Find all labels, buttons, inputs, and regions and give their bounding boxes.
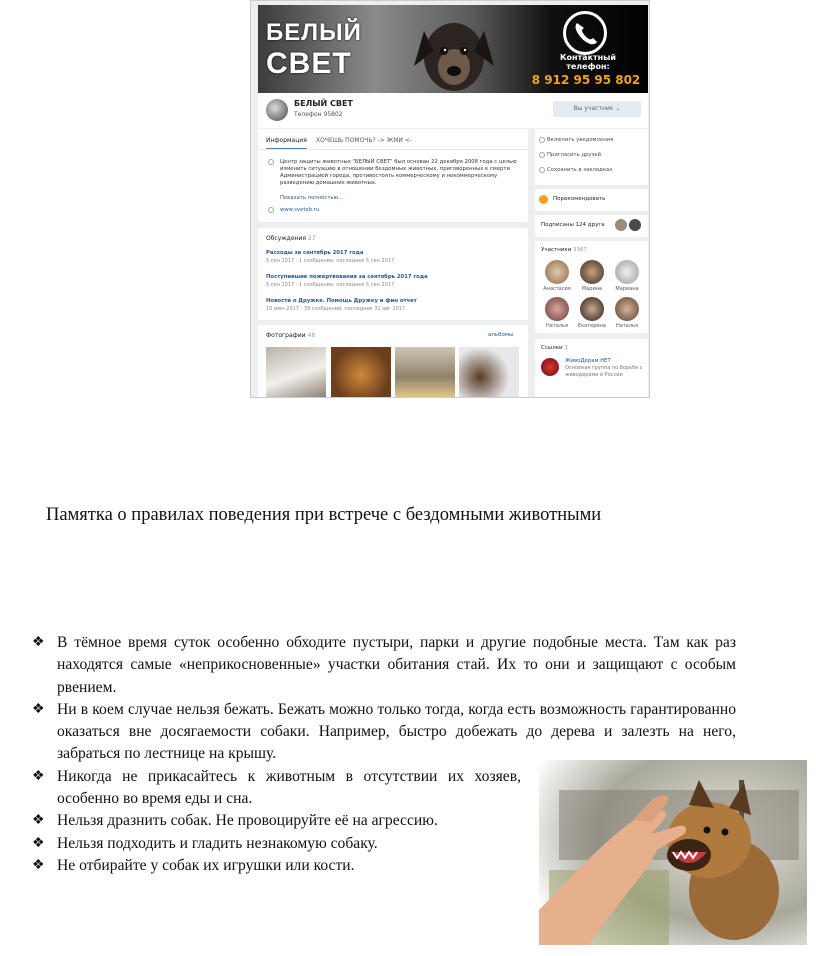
- group-description: Центр защиты животных "БЕЛЫЙ СВЕТ" был основан 22 декабря 2008 года с целью изменить ситуацию в отношении бездомных животных, приговоренных к смерти Администрацией города, противостоять коммерческому и некоммерческому разведению домашних животных.: [280, 159, 517, 186]
- albums-link[interactable]: альбомы: [488, 332, 514, 338]
- discussion-meta: 5 сен 2017 · 1 сообщение, последнее 5 сен 2017: [266, 258, 395, 264]
- recommend-button[interactable]: Порекомендовать: [553, 196, 606, 202]
- list-item: [30, 699, 736, 766]
- group-status: Телефон 95802: [294, 111, 343, 118]
- member-avatar[interactable]: [580, 260, 604, 284]
- recommend-card: [535, 189, 648, 211]
- subscribed-friends-card: [535, 215, 648, 237]
- bell-icon: [539, 137, 545, 143]
- subscribed-friends-count[interactable]: Подписаны 124 друга: [541, 222, 605, 228]
- friend-avatar[interactable]: [629, 219, 641, 231]
- discussion-meta: 5 сен 2017 · 1 сообщение, последнее 5 сен 2017: [266, 282, 395, 288]
- group-cover: [258, 5, 648, 93]
- discussion-title[interactable]: Поступившие пожертвования за сентябрь 2017 года: [266, 274, 428, 280]
- rule-text: Не отбирайте у собак их игрушки или кости.: [57, 856, 355, 874]
- member-name[interactable]: Екатерина: [578, 323, 606, 329]
- discussion-title[interactable]: Новости о Дружке. Помощь Дружку и фин отчет: [266, 298, 417, 304]
- enable-notifications-link[interactable]: Включить уведомления: [547, 137, 614, 143]
- diamond-bullet-icon: ❖: [32, 701, 45, 717]
- tab-info[interactable]: Информация: [266, 137, 307, 149]
- dog-portrait-image: [406, 11, 501, 93]
- diamond-bullet-icon: ❖: [32, 835, 45, 851]
- phone-icon: [563, 11, 607, 55]
- list-item: [30, 766, 521, 811]
- divider: [258, 149, 528, 150]
- rule-text: Нельзя дразнить собак. Не провоцируйте её на агрессию.: [57, 812, 438, 830]
- rule-text: Ни в коем случае нельзя бежать. Бежать можно только тогда, когда есть возможность гарантированно оказаться вне досягаемости собаки. Например, быстро добежать до дерева и залезть на него, забраться по лестнице на крышу.: [57, 700, 736, 763]
- member-name[interactable]: Анастасия: [543, 286, 571, 292]
- photo-thumbnail[interactable]: [395, 347, 455, 397]
- links-header-label: Ссылки: [541, 345, 563, 351]
- link-description: Основная группа по борьбе с живодерами в России: [565, 365, 643, 378]
- members-count: 3367: [573, 247, 588, 253]
- friend-avatar[interactable]: [615, 219, 627, 231]
- vk-group-screenshot: [250, 0, 650, 398]
- recommend-icon: [539, 195, 548, 204]
- rule-text: В тёмное время суток особенно обходите пустыри, парки и другие подобные места. Там как раз находятся самые «неприкосновенные» участки обитания стай. Их то они и защищают с особым рвением.: [57, 634, 736, 696]
- rule-text: Никогда не прикасайтесь к животным в отсутствии их хозяев, особенно во время еды и сна.: [57, 767, 521, 808]
- rule-text: Нельзя подходить и гладить незнакомую собаку.: [57, 834, 378, 852]
- member-name[interactable]: Мариана: [615, 286, 639, 292]
- group-actions-card: [535, 129, 648, 185]
- member-name[interactable]: Марина: [581, 286, 603, 292]
- website-link[interactable]: www.sveteb.ru: [280, 207, 320, 213]
- photos-header[interactable]: [266, 332, 315, 339]
- diamond-bullet-icon: ❖: [32, 635, 45, 650]
- photo-thumbnail[interactable]: [266, 347, 326, 397]
- add-user-icon: [539, 152, 545, 158]
- discussion-meta: 10 июн 2017 · 39 сообщений, последнее 31 авг 2017: [266, 306, 406, 312]
- members-card: [535, 241, 648, 333]
- member-avatar[interactable]: [580, 297, 604, 321]
- cover-title-line1: БЕЛЫЙ: [266, 19, 362, 46]
- cover-title-line2: СВЕТ: [266, 47, 352, 80]
- members-header-label: Участники: [541, 247, 572, 253]
- invite-friends-link[interactable]: Пригласить друзей: [547, 152, 602, 158]
- group-name[interactable]: БЕЛЫЙ СВЕТ: [294, 99, 353, 108]
- member-avatar[interactable]: [545, 297, 569, 321]
- show-more-link[interactable]: Показать полностью…: [280, 195, 344, 201]
- diamond-bullet-icon: ❖: [32, 768, 45, 784]
- member-avatar[interactable]: [615, 260, 639, 284]
- photos-card: [258, 325, 528, 398]
- photo-thumbnail[interactable]: [459, 347, 519, 397]
- contact-phone-label: Контактный телефон:: [559, 53, 617, 71]
- info-card: [258, 129, 528, 222]
- member-avatar[interactable]: [615, 297, 639, 321]
- info-icon: [268, 159, 274, 165]
- member-name[interactable]: Наталья: [546, 323, 568, 329]
- links-header[interactable]: [541, 345, 568, 351]
- discussions-header-label: Обсуждения: [266, 235, 306, 242]
- list-item: [30, 632, 736, 699]
- globe-icon: [268, 207, 274, 213]
- group-header: [258, 93, 648, 128]
- diamond-bullet-icon: ❖: [32, 813, 45, 829]
- photos-header-label: Фотографии: [266, 332, 306, 339]
- link-avatar[interactable]: [541, 358, 559, 376]
- member-status-button[interactable]: Вы участник ⌄: [553, 101, 641, 117]
- member-name[interactable]: Наталья: [616, 323, 638, 329]
- photo-thumbnail[interactable]: [331, 347, 391, 397]
- links-count: 3: [564, 345, 568, 351]
- discussions-count: 27: [307, 235, 316, 242]
- photos-count: 46: [307, 332, 316, 339]
- contact-phone-number: 8 912 95 95 802: [531, 73, 641, 87]
- bookmark-link[interactable]: Сохранить в закладках: [547, 167, 613, 173]
- discussions-card: [258, 228, 528, 320]
- link-title[interactable]: ЖивоДёрам.НЕТ: [565, 358, 611, 364]
- discussions-header[interactable]: [266, 235, 316, 242]
- star-icon: [539, 167, 545, 173]
- memo-title: Памятка о правилах поведения при встрече с бездомными животными: [46, 505, 602, 525]
- discussion-title[interactable]: Расходы за сентябрь 2017 года: [266, 250, 364, 256]
- member-avatar[interactable]: [545, 260, 569, 284]
- group-avatar[interactable]: [266, 99, 288, 121]
- links-card: [535, 339, 648, 398]
- members-header[interactable]: [541, 247, 587, 253]
- tab-help[interactable]: ХОЧЕШЬ ПОМОЧЬ? -> ЖМИ <-: [316, 137, 412, 144]
- diamond-bullet-icon: ❖: [32, 857, 45, 873]
- aggressive-dog-photo: [539, 760, 807, 945]
